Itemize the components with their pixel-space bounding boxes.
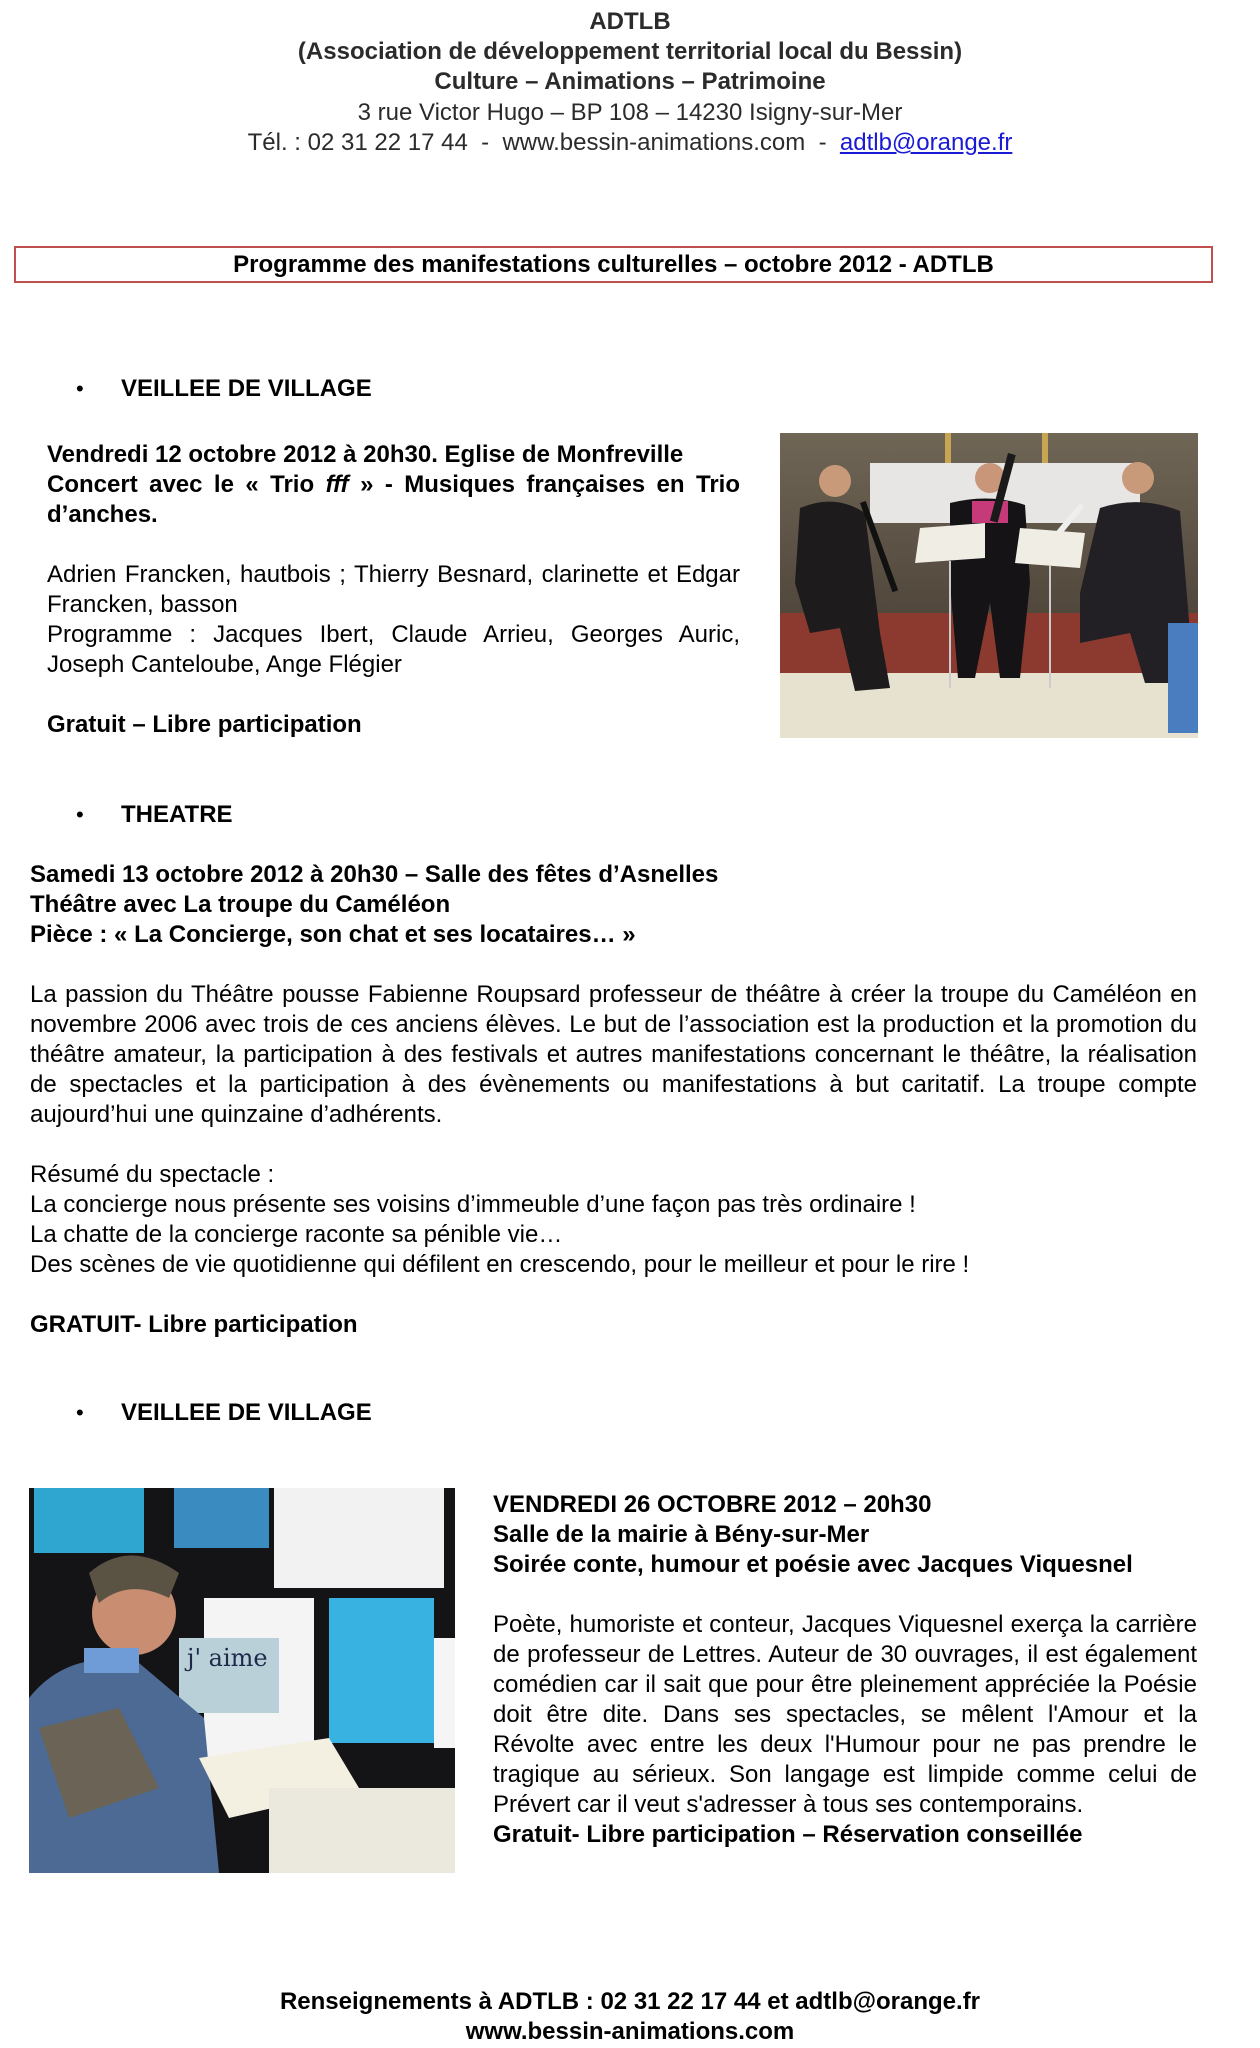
bullet-icon: • bbox=[76, 376, 84, 401]
poster-text: j' aime bbox=[187, 1644, 268, 1672]
event-1-date-place: Vendredi 12 octobre 2012 à 20h30. Eglise de Monfreville bbox=[47, 441, 684, 468]
event-3-photo bbox=[29, 1488, 455, 1873]
trio-name: fff bbox=[325, 471, 349, 498]
event-3-text bbox=[493, 1490, 1197, 1850]
event-2-play: Pièce : « La Concierge, son chat et ses locataires… » bbox=[30, 921, 636, 948]
contact-phone-website: Tél. : 02 31 22 17 44 - www.bessin-animations.com - bbox=[247, 129, 840, 156]
event-1-text bbox=[47, 440, 740, 740]
org-tagline: Culture – Animations – Patrimoine bbox=[434, 68, 826, 95]
org-contact-line bbox=[0, 128, 1260, 158]
event-1-subtitle bbox=[47, 470, 740, 530]
trio-concert-photo-icon bbox=[780, 433, 1198, 738]
event-3-description: Poète, humoriste et conteur, Jacques Viquesnel exerça la carrière de professeur de Lettres. Auteur de 30 ouvrages, il est également comédien car il sait que pour être pleinement appréciée la Poésie doit être dite. Dans ses spectacles, se mêlent l'Amour et la Révolte avec entre les deux l'Humour pour ne pas prendre le tragique au sérieux. Son langage est limpide comme celui de Prévert car il veut s'adresser à tous ses contemporains. bbox=[493, 1611, 1197, 1818]
email-link[interactable]: adtlb@orange.fr bbox=[839, 129, 1013, 156]
subtitle-pre: Concert avec le « Trio bbox=[47, 471, 326, 498]
event-2-summary-label: Résumé du spectacle : bbox=[30, 1161, 275, 1188]
event-3-category: VEILLEE DE VILLAGE bbox=[121, 1399, 372, 1426]
event-2-summary-line: La chatte de la concierge raconte sa pénible vie… bbox=[30, 1221, 563, 1248]
event-2-description: La passion du Théâtre pousse Fabienne Roupsard professeur de théâtre à créer la troupe du Caméléon en novembre 2006 avec trois de ces anciens élèves. Le but de l’association est la production et la promotion du théâtre amateur, la participation à des festivals et autres manifestations concernant le théâtre, la réalisation de spectacles et la participation à des évènements ou manifestations à but caritatif. La troupe compte aujourd’hui une quinzaine d’adhérents. bbox=[30, 981, 1197, 1128]
program-title: Programme des manifestations culturelles – octobre 2012 - ADTLB bbox=[14, 246, 1213, 283]
footer-contact: Renseignements à ADTLB : 02 31 22 17 44 et adtlb@orange.fr bbox=[279, 1988, 981, 2015]
author-reading-photo-icon bbox=[29, 1488, 455, 1873]
event-2-category: THEATRE bbox=[121, 801, 233, 828]
event-3-subtitle: Soirée conte, humour et poésie avec Jacques Viquesnel bbox=[493, 1551, 1133, 1578]
event-2-date-place: Samedi 13 octobre 2012 à 20h30 – Salle des fêtes d’Asnelles bbox=[30, 861, 719, 888]
event-1-programme: Programme : Jacques Ibert, Claude Arrieu, Georges Auric, Joseph Canteloube, Ange Flégier bbox=[47, 621, 740, 678]
org-full-name: (Association de développement territorial local du Bessin) bbox=[297, 38, 963, 65]
event-2-text bbox=[30, 860, 1197, 1340]
org-acronym: ADTLB bbox=[589, 8, 671, 35]
event-2-summary-line: Des scènes de vie quotidienne qui défilent en crescendo, pour le meilleur et pour le rire ! bbox=[30, 1251, 970, 1278]
bullet-icon: • bbox=[76, 1400, 84, 1425]
event-3-place: Salle de la mairie à Bény-sur-Mer bbox=[493, 1521, 870, 1548]
event-3-price: Gratuit- Libre participation – Réservation conseillée bbox=[493, 1821, 1083, 1848]
event-1-category: VEILLEE DE VILLAGE bbox=[121, 375, 372, 402]
subtitle-post: » - Musiques françaises en Trio d’anches. bbox=[47, 471, 740, 528]
event-2-subtitle: Théâtre avec La troupe du Caméléon bbox=[30, 891, 451, 918]
footer-website: www.bessin-animations.com bbox=[465, 2018, 795, 2045]
bullet-icon: • bbox=[76, 802, 84, 827]
event-1-price: Gratuit – Libre participation bbox=[47, 711, 362, 738]
event-2-summary-line: La concierge nous présente ses voisins d’immeuble d’une façon pas très ordinaire ! bbox=[30, 1191, 916, 1218]
event-1-performers: Adrien Francken, hautbois ; Thierry Besnard, clarinette et Edgar Francken, basson bbox=[47, 561, 740, 618]
event-3-date: VENDREDI 26 OCTOBRE 2012 – 20h30 bbox=[493, 1491, 932, 1518]
event-1-photo bbox=[780, 433, 1198, 738]
event-2-price: GRATUIT- Libre participation bbox=[30, 1311, 358, 1338]
org-address: 3 rue Victor Hugo – BP 108 – 14230 Isigny-sur-Mer bbox=[357, 99, 903, 126]
